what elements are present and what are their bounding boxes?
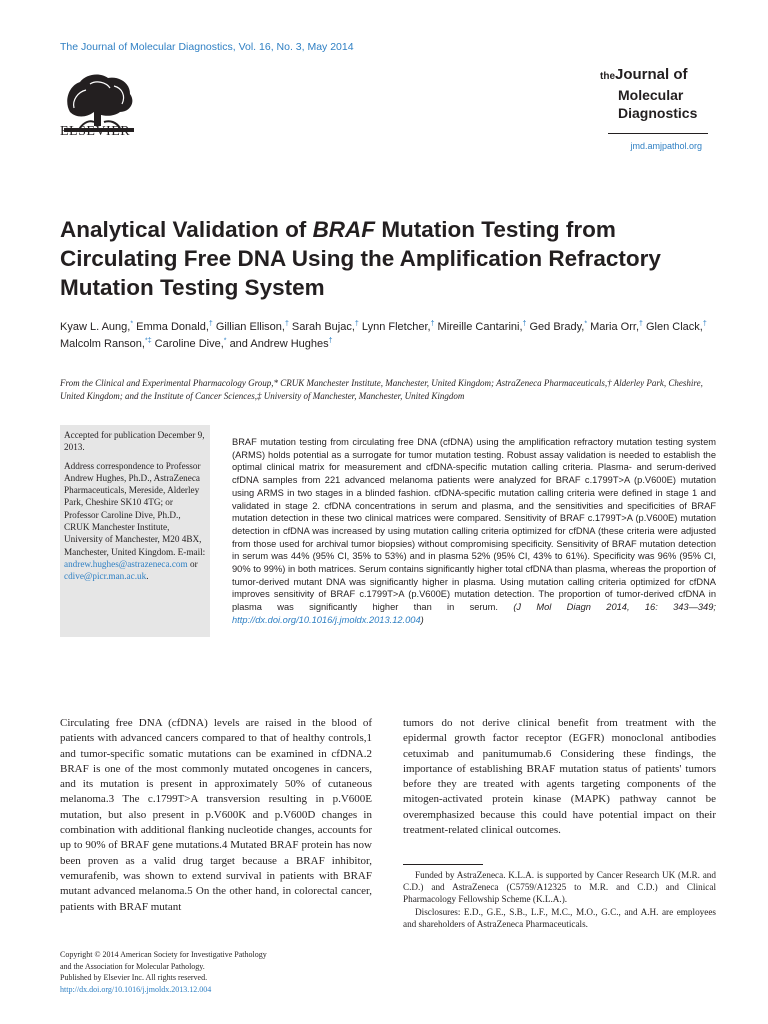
journal-url-link[interactable]: jmd.amjpathol.org <box>630 141 702 151</box>
abstract-citation-close: ) <box>420 614 424 625</box>
copyright-block <box>60 949 360 995</box>
email-link-dive[interactable]: cdive@picr.man.ac.uk <box>64 571 147 582</box>
affiliations: From the Clinical and Experimental Pharmacology Group,* CRUK Manchester Institute, Manchester, United Kingdom; AstraZeneca Pharmaceuticals,† Alderley Park, Cheshire, United Kingdom; and the Institute of Cancer Sciences,‡ University of Manchester, Manchester, United Kingdom <box>60 378 703 401</box>
abstract-citation: (J Mol Diagn 2014, 16: 343—349; <box>513 602 716 613</box>
title-part-1: Analytical Validation of <box>60 217 313 242</box>
footnote-divider <box>403 864 483 865</box>
masthead-journal: Journal of <box>615 66 688 83</box>
correspondence: Address correspondence to Professor Andrew Hughes, Ph.D., AstraZeneca Pharmaceuticals, Mereside, Alderley Park, Cheshire SK10 4TG; or Professor Caroline Dive, Ph.D., CRUK Manchester Institute, University of Manchester, M20 4BX, Manchester, United Kingdom. E-mail: andrew.hughes@astrazeneca.com or cdive@picr.man.ac.uk. <box>64 460 206 582</box>
abstract-text: BRAF mutation testing from circulating free DNA (cfDNA) using the amplification refractory mutation testing system (ARMS) holds potential as a surrogate for tumor mutation testing. Robust assay validation is needed to establish the optimal clinical matrix for measurement and cfDNA-specific mutation calling criteria. Plasma- and serum-derived cfDNA samples from 221 advanced melanoma patients were analyzed for BRAF c.1799T>A (p.V600E) mutation using ARMS in two stages in a blinded fashion. cfDNA-specific mutation calling criteria were defined in stage 1 and validated in stage 2. cfDNA concentrations in serum and plasma, and the sensitivities and specificities of BRAF mutation detection in these two clinical matrices were compared. Sensitivity of BRAF c.1799T>A (p.V600E) mutation detection in cfDNA was increased by using mutation calling criteria optimized for cfDNA (these criteria were adjusted from those used for archival tumor biopsies) without compromising specificity. Sensitivity of BRAF mutation detection in serum was 44% (95% CI, 35% to 53%) and in plasma 52% (95% CI, 43% to 61%). Specificity was 96% (95% CI, 90% to 99%) in both matrices. Serum contains significantly higher total cfDNA than plasma, whereas the proportion of tumor-derived mutant DNA was significantly higher in plasma. Using mutation calling criteria optimized for cfDNA improves sensitivity of BRAF c.1799T>A (p.V600E) mutation detection. The proportion of tumor-derived cfDNA in plasma was significantly higher than in serum. <box>232 437 716 613</box>
journal-masthead <box>600 66 708 122</box>
title-part-2: Mutation Testing from Circulating Free DNA Using the Amplification Refractory Mutation Testing System <box>60 217 661 300</box>
disclosures-note: Disclosures: E.D., G.E., S.B., L.F., M.C., M.O., G.C., and A.H. are employees and shareholders of AstraZeneca Pharmaceuticals. <box>403 906 716 929</box>
author: and Andrew Hughes† <box>229 337 333 350</box>
accepted-date: Accepted for publication December 9, 2013. <box>64 430 205 453</box>
copyright-line: Copyright © 2014 American Society for Investigative Pathology <box>60 950 267 959</box>
author: Gillian Ellison,† <box>215 320 289 333</box>
author: Lynn Fletcher,† <box>361 320 435 333</box>
author: Sarah Bujac,† <box>291 320 359 333</box>
masthead-divider <box>608 133 708 134</box>
title-gene: BRAF <box>312 217 376 242</box>
footnotes <box>403 869 716 930</box>
masthead-diagnostics: Diagnostics <box>618 105 698 121</box>
doi-link[interactable]: http://dx.doi.org/10.1016/j.jmoldx.2013.12.004 <box>232 614 421 625</box>
author: Mireille Cantarini,† <box>437 320 527 333</box>
copyright-line: and the Association for Molecular Pathology. <box>60 961 205 971</box>
funding-note: Funded by AstraZeneca. K.L.A. is supported by Cancer Research UK (M.R. and C.D.) and AstraZeneca (C5759/A12325 to M.R. and C.D.) and Clinical Pharmacology Fellowship Scheme (K.L.A.). <box>403 870 716 905</box>
author: Caroline Dive,* <box>154 337 227 350</box>
author: Maria Orr,† <box>590 320 643 333</box>
author-list <box>60 319 710 353</box>
body-column-left: Circulating free DNA (cfDNA) levels are raised in the blood of patients with advanced cancers compared to that of healthy controls,1 and tumor-specific somatic mutations can be examined in cfDNA.2 BRAF is one of the most commonly mutated oncogenes in cancers, and its mutation is present in approximately 50% of cutaneous melanoma.3 The c.1799T>A transversion resulting in p.V600E mutation, but also present in p.V600K and p.V600D changes in combination with additional flanking nucleotide changes, accounts for up to 90% of BRAF gene mutations.4 Mutated BRAF protein has now been proven as a valid drug target because a BRAF inhibitor, vemurafenib, was shown to extend survival in patients with BRAF mutant advanced melanoma.5 On the other hand, in colorectal cancer, patients with BRAF mutant <box>60 717 372 913</box>
author: Malcolm Ranson,*‡ <box>60 337 152 350</box>
author: Kyaw L. Aung,* <box>60 320 134 333</box>
body-column-right: tumors do not derive clinical benefit from treatment with the epidermal growth factor receptor (EGFR) monoclonal antibodies cetuximab and panitumumab.6 Considering these findings, the importance of establishing BRAF mutation status of patients' tumors before they are treated with agents targeting components of the mitogen-activated protein kinase (MAPK) pathway cannot be overemphasized because this could have potential impact on their treatment-related clinical outcomes. <box>403 717 716 837</box>
journal-citation-line[interactable]: The Journal of Molecular Diagnostics, Vol. 16, No. 3, May 2014 <box>60 41 354 53</box>
article-info-sidebar <box>60 425 210 637</box>
author: Emma Donald,† <box>136 320 213 333</box>
masthead-molecular: Molecular <box>618 87 684 103</box>
email-link-hughes[interactable]: andrew.hughes@astrazeneca.com <box>64 558 188 569</box>
copyright-line: Published by Elsevier Inc. All rights reserved. <box>60 973 208 983</box>
author: Ged Brady,* <box>529 320 588 333</box>
author: Glen Clack,† <box>645 320 707 333</box>
publisher-name: ELSEVIER <box>60 124 131 139</box>
article-title <box>60 215 710 302</box>
masthead-the: the <box>600 71 615 82</box>
copyright-doi-link[interactable]: http://dx.doi.org/10.1016/j.jmoldx.2013.12.004 <box>60 984 212 994</box>
abstract <box>232 436 716 627</box>
